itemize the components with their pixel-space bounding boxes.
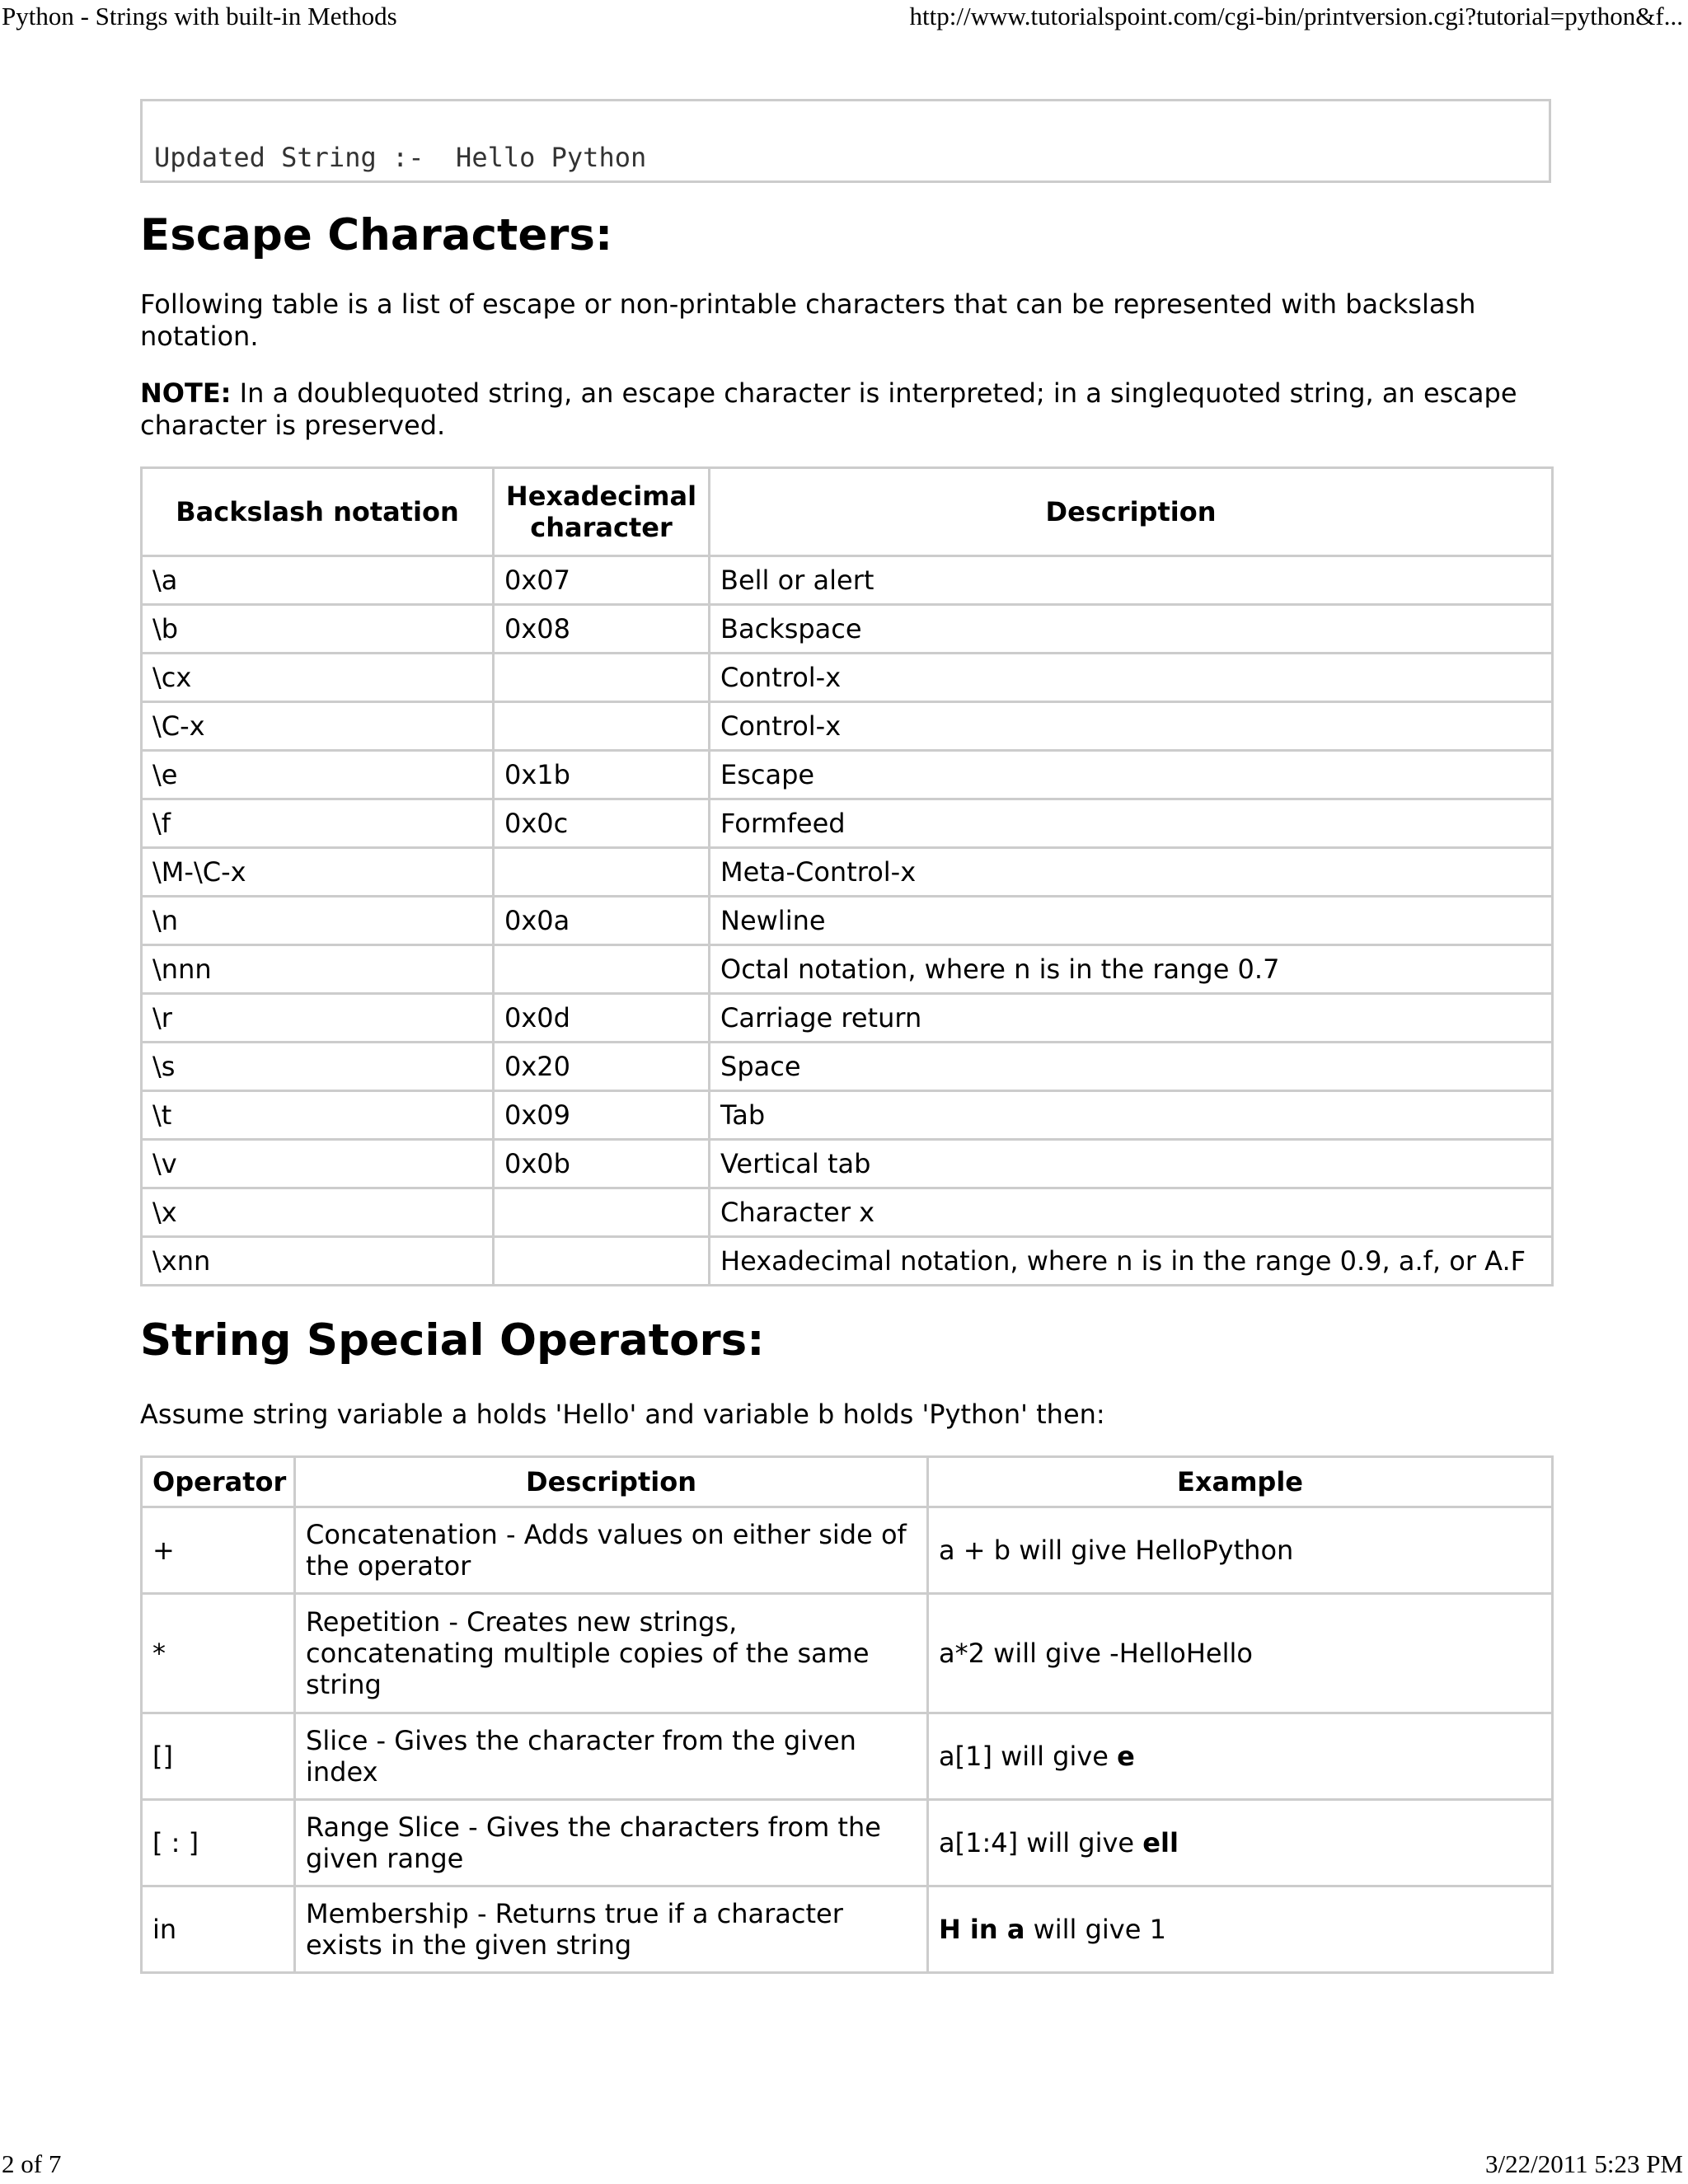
cell-hex-character: 0x09 [494, 1091, 710, 1140]
table-row [142, 945, 1553, 994]
cell-example [928, 1507, 1553, 1594]
table-row [142, 897, 1553, 945]
table-row [142, 556, 1553, 605]
code-output-box [140, 99, 1551, 183]
cell-backslash-notation: \f [142, 799, 494, 848]
column-header-example: Example [928, 1457, 1553, 1507]
string-operators-heading: String Special Operators: [140, 1315, 765, 1366]
cell-operator: + [142, 1507, 295, 1594]
cell-description: Hexadecimal notation, where n is in the range 0.9, a.f, or A.F [710, 1237, 1553, 1286]
cell-backslash-notation: \s [142, 1043, 494, 1091]
page-url: http://www.tutorialspoint.com/cgi-bin/printversion.cgi?tutorial=python&f... [909, 2, 1683, 30]
cell-description: Formfeed [710, 799, 1553, 848]
print-footer [0, 2148, 1688, 2181]
page-title: Python - Strings with built-in Methods [2, 2, 397, 30]
cell-hex-character [494, 1188, 710, 1237]
table-row [142, 1713, 1553, 1800]
example-text: a[1:4] will give [939, 1827, 1143, 1858]
cell-hex-character: 0x0b [494, 1140, 710, 1188]
cell-hex-character [494, 848, 710, 897]
cell-backslash-notation: \e [142, 751, 494, 799]
cell-description: Newline [710, 897, 1553, 945]
cell-description: Membership - Returns true if a character exists in the given string [295, 1886, 928, 1973]
table-row [142, 1237, 1553, 1286]
cell-hex-character: 0x0d [494, 994, 710, 1043]
cell-example [928, 1713, 1553, 1800]
cell-backslash-notation: \nnn [142, 945, 494, 994]
cell-description: Control-x [710, 654, 1553, 702]
cell-backslash-notation: \r [142, 994, 494, 1043]
cell-description: Character x [710, 1188, 1553, 1237]
cell-backslash-notation: \t [142, 1091, 494, 1140]
cell-operator: [ : ] [142, 1800, 295, 1886]
cell-operator: [] [142, 1713, 295, 1800]
cell-backslash-notation: \x [142, 1188, 494, 1237]
cell-hex-character [494, 1237, 710, 1286]
cell-description: Meta-Control-x [710, 848, 1553, 897]
code-output-line: Updated String :- Hello Python [154, 142, 647, 173]
table-row [142, 1091, 1553, 1140]
example-text: a + b will give HelloPython [939, 1535, 1294, 1566]
example-bold-text: e [1117, 1741, 1135, 1772]
column-header-description: Description [295, 1457, 928, 1507]
print-datetime: 3/22/2011 5:23 PM [1485, 2149, 1683, 2178]
cell-description: Slice - Gives the character from the given index [295, 1713, 928, 1800]
table-row [142, 1507, 1553, 1594]
example-text: a[1] will give [939, 1741, 1118, 1772]
table-row [142, 1140, 1553, 1188]
print-header [0, 0, 1688, 33]
table-row [142, 751, 1553, 799]
cell-description: Repetition - Creates new strings, concatenating multiple copies of the same string [295, 1594, 928, 1713]
cell-operator: in [142, 1886, 295, 1973]
cell-hex-character: 0x08 [494, 605, 710, 654]
cell-description: Space [710, 1043, 1553, 1091]
cell-backslash-notation: \a [142, 556, 494, 605]
cell-description: Concatenation - Adds values on either side of the operator [295, 1507, 928, 1594]
cell-hex-character: 0x20 [494, 1043, 710, 1091]
column-header-operator: Operator [142, 1457, 295, 1507]
table-row [142, 799, 1553, 848]
cell-hex-character [494, 702, 710, 751]
table-row [142, 1043, 1553, 1091]
cell-hex-character: 0x1b [494, 751, 710, 799]
cell-operator: * [142, 1594, 295, 1713]
cell-description: Vertical tab [710, 1140, 1553, 1188]
note-text: In a doublequoted string, an escape character is interpreted; in a singlequoted string, an escape character is preserved. [140, 377, 1517, 441]
table-header-row [142, 468, 1553, 556]
table-row [142, 1886, 1553, 1973]
example-text: will give 1 [1025, 1914, 1166, 1945]
cell-description: Octal notation, where n is in the range 0.7 [710, 945, 1553, 994]
table-header-row [142, 1457, 1553, 1507]
example-text: a*2 will give -HelloHello [939, 1638, 1253, 1669]
escape-characters-table [140, 466, 1554, 1286]
cell-backslash-notation: \M-\C-x [142, 848, 494, 897]
table-row [142, 605, 1553, 654]
cell-backslash-notation: \cx [142, 654, 494, 702]
example-bold-text: ell [1142, 1827, 1179, 1858]
cell-description: Range Slice - Gives the characters from the given range [295, 1800, 928, 1886]
escape-intro-paragraph: Following table is a list of escape or non-printable characters that can be represented with backslash notation. [140, 288, 1476, 352]
cell-example [928, 1800, 1553, 1886]
cell-example [928, 1594, 1553, 1713]
cell-backslash-notation: \v [142, 1140, 494, 1188]
cell-hex-character: 0x0a [494, 897, 710, 945]
table-row [142, 994, 1553, 1043]
cell-description: Carriage return [710, 994, 1553, 1043]
page-number: 2 of 7 [2, 2149, 62, 2178]
string-operators-table [140, 1455, 1554, 1974]
table-row [142, 848, 1553, 897]
note-paragraph [140, 377, 1551, 442]
table-row [142, 1188, 1553, 1237]
cell-hex-character [494, 654, 710, 702]
note-label: NOTE: [140, 377, 232, 409]
table-row [142, 1800, 1553, 1886]
cell-description: Tab [710, 1091, 1553, 1140]
example-bold-text: H in a [939, 1914, 1025, 1945]
table-row [142, 1594, 1553, 1713]
cell-description: Backspace [710, 605, 1553, 654]
operators-intro-paragraph: Assume string variable a holds 'Hello' and variable b holds 'Python' then: [140, 1399, 1105, 1430]
cell-description: Escape [710, 751, 1553, 799]
column-header-hex: Hexadecimal character [494, 468, 710, 556]
page-content [140, 99, 1551, 1974]
column-header-description: Description [710, 468, 1553, 556]
table-row [142, 702, 1553, 751]
cell-example [928, 1886, 1553, 1973]
cell-hex-character: 0x07 [494, 556, 710, 605]
cell-description: Bell or alert [710, 556, 1553, 605]
cell-backslash-notation: \n [142, 897, 494, 945]
escape-characters-heading: Escape Characters: [140, 210, 613, 260]
column-header-backslash: Backslash notation [142, 468, 494, 556]
table-row [142, 654, 1553, 702]
cell-backslash-notation: \C-x [142, 702, 494, 751]
cell-backslash-notation: \b [142, 605, 494, 654]
cell-backslash-notation: \xnn [142, 1237, 494, 1286]
cell-description: Control-x [710, 702, 1553, 751]
cell-hex-character: 0x0c [494, 799, 710, 848]
cell-hex-character [494, 945, 710, 994]
